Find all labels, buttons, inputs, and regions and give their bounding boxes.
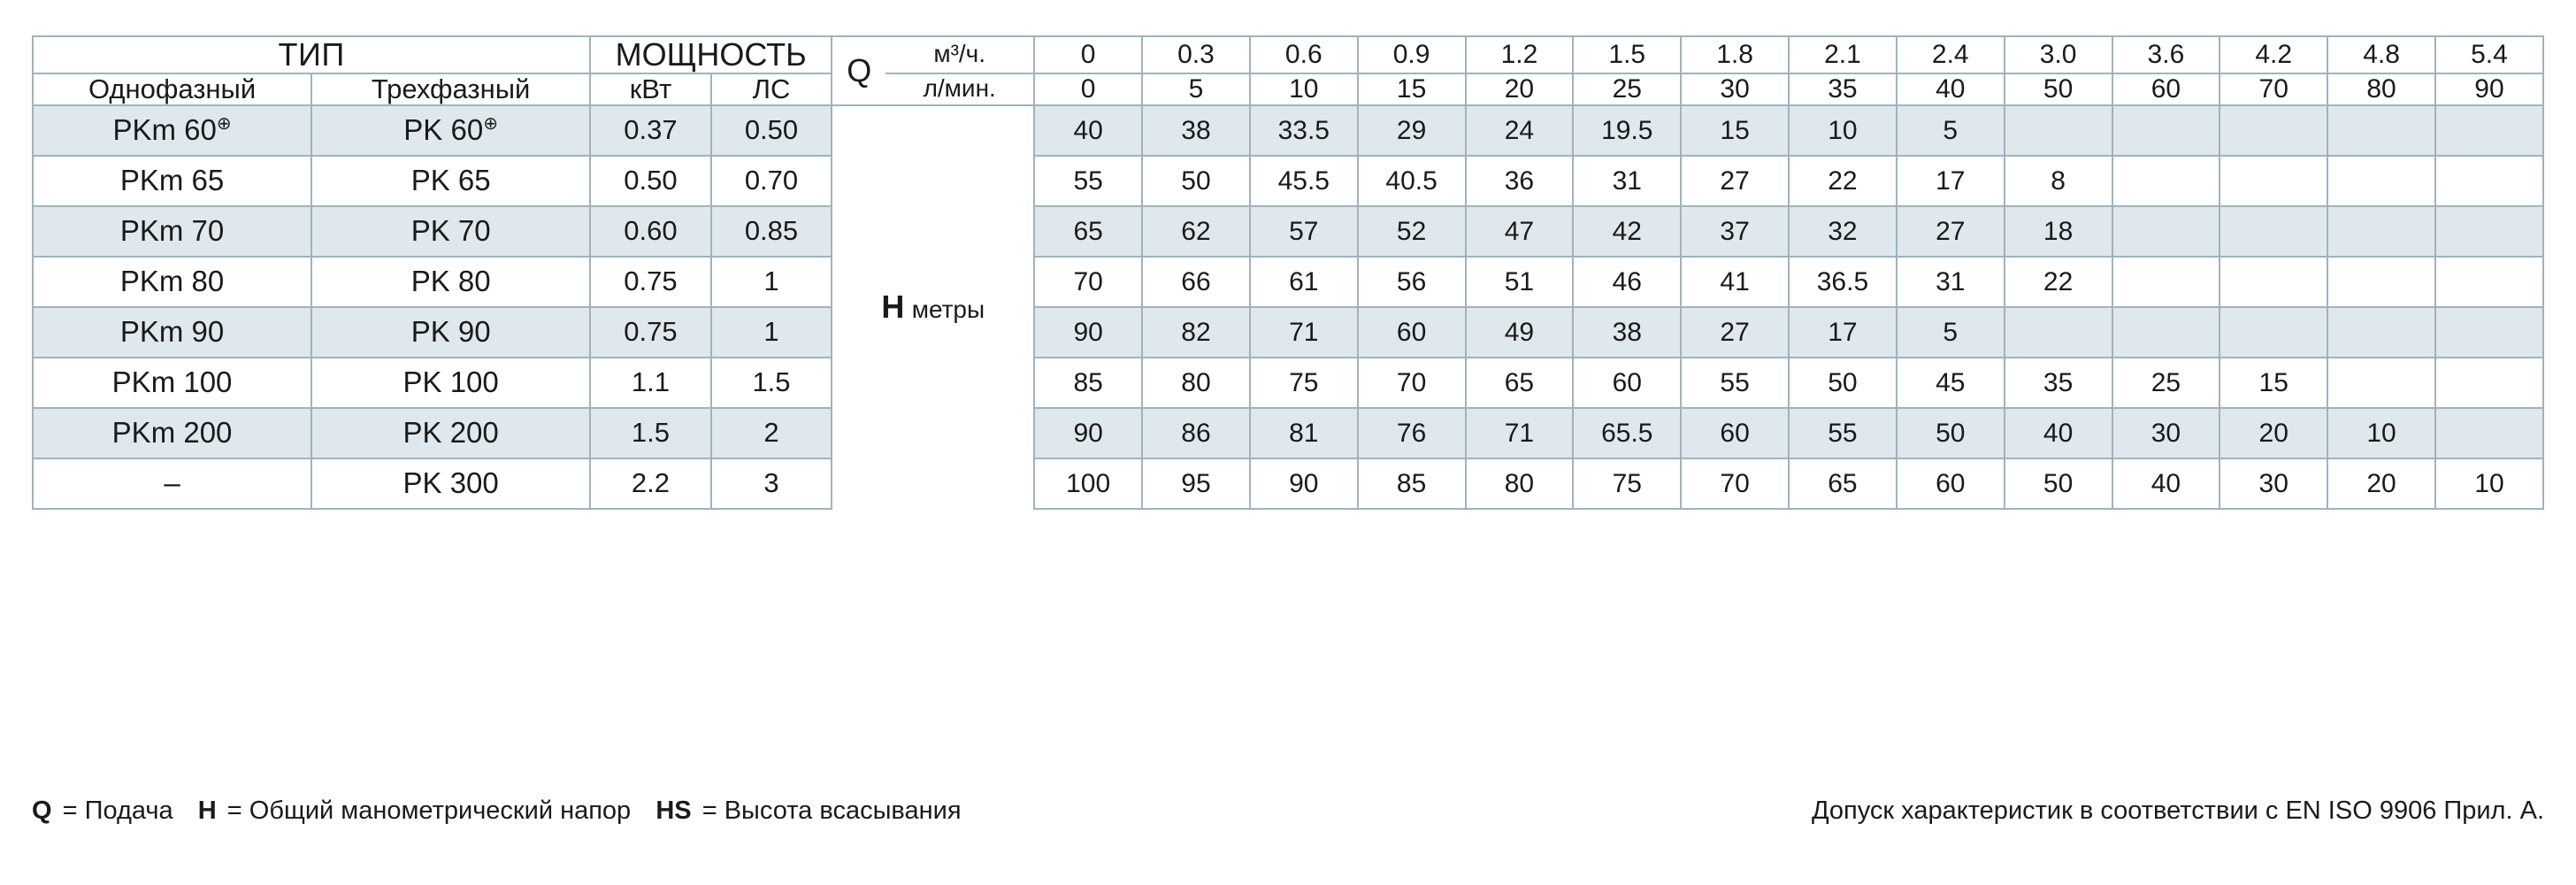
footnote-star-icon: ⊕ (216, 114, 232, 135)
legend-hs-key: HS (656, 796, 692, 825)
head-2-3: 52 (1358, 206, 1466, 257)
head-3-10 (2112, 257, 2220, 307)
head-6-8: 50 (1897, 408, 2005, 458)
model-single-0: PKm 60⊕ (33, 105, 311, 156)
head-7-3: 85 (1358, 458, 1466, 509)
head-4-10 (2112, 307, 2220, 358)
head-2-12 (2327, 206, 2435, 257)
head-6-6: 60 (1681, 408, 1789, 458)
model-single-6: PKm 200 (33, 408, 311, 458)
flow-lmin-5: 25 (1573, 73, 1681, 105)
model-single-1: PKm 65 (33, 156, 311, 206)
pump-performance-table (32, 35, 2544, 510)
head-3-3: 56 (1358, 257, 1466, 307)
flow-m3h-9: 3.0 (2005, 36, 2112, 73)
legend-h-text: = Общий манометрический напор (226, 796, 632, 825)
head-4-8: 5 (1897, 307, 2005, 358)
head-7-7: 65 (1789, 458, 1897, 509)
power-hp-7: 3 (711, 458, 832, 509)
head-4-0: 90 (1034, 307, 1142, 358)
head-5-1: 80 (1142, 358, 1250, 408)
head-2-10 (2112, 206, 2220, 257)
head-0-10 (2112, 105, 2220, 156)
table-row (33, 257, 2543, 307)
head-3-5: 46 (1573, 257, 1681, 307)
head-4-6: 27 (1681, 307, 1789, 358)
legend (32, 796, 965, 826)
header-q-label: Q (832, 36, 886, 105)
table-row (33, 105, 2543, 156)
head-6-13 (2435, 408, 2543, 458)
power-hp-4: 1 (711, 307, 832, 358)
head-5-10: 25 (2112, 358, 2220, 408)
flow-m3h-3: 0.9 (1358, 36, 1466, 73)
header-type-title: ТИП (33, 36, 590, 73)
head-5-13 (2435, 358, 2543, 408)
head-5-7: 50 (1789, 358, 1897, 408)
model-three-2: PK 70 (311, 206, 590, 257)
header-row-bottom (33, 73, 2543, 105)
head-6-4: 71 (1466, 408, 1574, 458)
flow-m3h-11: 4.2 (2220, 36, 2327, 73)
head-4-7: 17 (1789, 307, 1897, 358)
head-4-4: 49 (1466, 307, 1574, 358)
head-6-12: 10 (2327, 408, 2435, 458)
head-5-2: 75 (1250, 358, 1358, 408)
head-3-6: 41 (1681, 257, 1789, 307)
head-0-9 (2005, 105, 2112, 156)
flow-m3h-7: 2.1 (1789, 36, 1897, 73)
flow-lmin-9: 50 (2005, 73, 2112, 105)
head-1-11 (2220, 156, 2327, 206)
head-3-8: 31 (1897, 257, 2005, 307)
power-hp-5: 1.5 (711, 358, 832, 408)
model-single-2: PKm 70 (33, 206, 311, 257)
header-row-top (33, 36, 2543, 73)
standards-note: Допуск характеристик в соответствии с EN ISO 9906 Прил. A. (1811, 796, 2544, 825)
head-7-9: 50 (2005, 458, 2112, 509)
h-label-cell: H метры (832, 105, 1034, 509)
head-7-1: 95 (1142, 458, 1250, 509)
head-3-7: 36.5 (1789, 257, 1897, 307)
head-0-2: 33.5 (1250, 105, 1358, 156)
flow-lmin-2: 10 (1250, 73, 1358, 105)
flow-m3h-6: 1.8 (1681, 36, 1789, 73)
head-1-12 (2327, 156, 2435, 206)
head-1-3: 40.5 (1358, 156, 1466, 206)
head-7-5: 75 (1573, 458, 1681, 509)
flow-lmin-12: 80 (2327, 73, 2435, 105)
head-3-0: 70 (1034, 257, 1142, 307)
model-three-1: PK 65 (311, 156, 590, 206)
head-4-3: 60 (1358, 307, 1466, 358)
power-hp-0: 0.50 (711, 105, 832, 156)
head-6-5: 65.5 (1573, 408, 1681, 458)
header-unit-m3h: м³/ч. (886, 36, 1034, 73)
head-6-1: 86 (1142, 408, 1250, 458)
flow-lmin-10: 60 (2112, 73, 2220, 105)
head-5-6: 55 (1681, 358, 1789, 408)
head-2-8: 27 (1897, 206, 2005, 257)
flow-lmin-8: 40 (1897, 73, 2005, 105)
head-0-1: 38 (1142, 105, 1250, 156)
head-7-8: 60 (1897, 458, 2005, 509)
flow-lmin-6: 30 (1681, 73, 1789, 105)
table-row (33, 307, 2543, 358)
table-body (33, 105, 2543, 509)
head-2-2: 57 (1250, 206, 1358, 257)
flow-lmin-11: 70 (2220, 73, 2327, 105)
model-three-3: PK 80 (311, 257, 590, 307)
head-0-0: 40 (1034, 105, 1142, 156)
head-6-3: 76 (1358, 408, 1466, 458)
head-1-13 (2435, 156, 2543, 206)
power-hp-1: 0.70 (711, 156, 832, 206)
table-row (33, 156, 2543, 206)
model-three-6: PK 200 (311, 408, 590, 458)
head-4-1: 82 (1142, 307, 1250, 358)
head-2-6: 37 (1681, 206, 1789, 257)
head-1-1: 50 (1142, 156, 1250, 206)
head-7-4: 80 (1466, 458, 1574, 509)
flow-m3h-0: 0 (1034, 36, 1142, 73)
model-single-4: PKm 90 (33, 307, 311, 358)
power-kw-3: 0.75 (590, 257, 711, 307)
head-1-7: 22 (1789, 156, 1897, 206)
table-row (33, 206, 2543, 257)
head-0-13 (2435, 105, 2543, 156)
head-5-3: 70 (1358, 358, 1466, 408)
power-kw-2: 0.60 (590, 206, 711, 257)
head-7-12: 20 (2327, 458, 2435, 509)
power-kw-4: 0.75 (590, 307, 711, 358)
head-0-6: 15 (1681, 105, 1789, 156)
head-1-8: 17 (1897, 156, 2005, 206)
head-7-13: 10 (2435, 458, 2543, 509)
head-1-10 (2112, 156, 2220, 206)
head-7-6: 70 (1681, 458, 1789, 509)
head-3-13 (2435, 257, 2543, 307)
flow-m3h-12: 4.8 (2327, 36, 2435, 73)
table-footer (32, 796, 2544, 826)
head-4-9 (2005, 307, 2112, 358)
model-three-7: PK 300 (311, 458, 590, 509)
head-0-5: 19.5 (1573, 105, 1681, 156)
legend-q-text: = Подача (62, 796, 173, 825)
head-4-12 (2327, 307, 2435, 358)
head-7-2: 90 (1250, 458, 1358, 509)
table-header (33, 36, 2543, 105)
head-0-11 (2220, 105, 2327, 156)
head-5-9: 35 (2005, 358, 2112, 408)
head-2-1: 62 (1142, 206, 1250, 257)
head-4-13 (2435, 307, 2543, 358)
flow-m3h-1: 0.3 (1142, 36, 1250, 73)
head-2-9: 18 (2005, 206, 2112, 257)
head-2-5: 42 (1573, 206, 1681, 257)
head-7-0: 100 (1034, 458, 1142, 509)
head-5-0: 85 (1034, 358, 1142, 408)
head-6-10: 30 (2112, 408, 2220, 458)
power-hp-6: 2 (711, 408, 832, 458)
table-row (33, 358, 2543, 408)
head-0-12 (2327, 105, 2435, 156)
head-4-11 (2220, 307, 2327, 358)
head-2-11 (2220, 206, 2327, 257)
flow-m3h-4: 1.2 (1466, 36, 1574, 73)
head-7-11: 30 (2220, 458, 2327, 509)
flow-m3h-10: 3.6 (2112, 36, 2220, 73)
head-4-5: 38 (1573, 307, 1681, 358)
head-1-2: 45.5 (1250, 156, 1358, 206)
head-2-13 (2435, 206, 2543, 257)
header-unit-lmin: л/мин. (886, 73, 1034, 105)
head-6-9: 40 (2005, 408, 2112, 458)
model-three-5: PK 100 (311, 358, 590, 408)
head-0-3: 29 (1358, 105, 1466, 156)
head-5-12 (2327, 358, 2435, 408)
header-type-three: Трехфазный (311, 73, 590, 105)
head-6-7: 55 (1789, 408, 1897, 458)
flow-lmin-13: 90 (2435, 73, 2543, 105)
flow-lmin-1: 5 (1142, 73, 1250, 105)
head-3-2: 61 (1250, 257, 1358, 307)
head-4-2: 71 (1250, 307, 1358, 358)
legend-h-key: H (197, 796, 217, 825)
power-hp-3: 1 (711, 257, 832, 307)
model-three-4: PK 90 (311, 307, 590, 358)
legend-q-key: Q (32, 796, 52, 825)
legend-hs-text: = Высота всасывания (702, 796, 962, 825)
head-5-11: 15 (2220, 358, 2327, 408)
head-5-8: 45 (1897, 358, 2005, 408)
head-3-1: 66 (1142, 257, 1250, 307)
head-6-11: 20 (2220, 408, 2327, 458)
footnote-star-icon: ⊕ (483, 114, 498, 135)
power-kw-6: 1.5 (590, 408, 711, 458)
model-three-0: PK 60⊕ (311, 105, 590, 156)
flow-m3h-5: 1.5 (1573, 36, 1681, 73)
head-6-0: 90 (1034, 408, 1142, 458)
head-5-4: 65 (1466, 358, 1574, 408)
head-1-9: 8 (2005, 156, 2112, 206)
flow-lmin-4: 20 (1466, 73, 1574, 105)
table-row (33, 458, 2543, 509)
head-3-12 (2327, 257, 2435, 307)
model-single-3: PKm 80 (33, 257, 311, 307)
head-1-4: 36 (1466, 156, 1574, 206)
flow-lmin-7: 35 (1789, 73, 1897, 105)
model-single-7: – (33, 458, 311, 509)
flow-m3h-13: 5.4 (2435, 36, 2543, 73)
head-2-7: 32 (1789, 206, 1897, 257)
flow-m3h-2: 0.6 (1250, 36, 1358, 73)
head-3-11 (2220, 257, 2327, 307)
head-3-9: 22 (2005, 257, 2112, 307)
head-1-6: 27 (1681, 156, 1789, 206)
head-0-7: 10 (1789, 105, 1897, 156)
table-row (33, 408, 2543, 458)
header-power-kw: кВт (590, 73, 711, 105)
power-kw-5: 1.1 (590, 358, 711, 408)
head-6-2: 81 (1250, 408, 1358, 458)
head-3-4: 51 (1466, 257, 1574, 307)
power-kw-0: 0.37 (590, 105, 711, 156)
head-1-0: 55 (1034, 156, 1142, 206)
power-hp-2: 0.85 (711, 206, 832, 257)
flow-m3h-8: 2.4 (1897, 36, 2005, 73)
power-kw-1: 0.50 (590, 156, 711, 206)
head-2-4: 47 (1466, 206, 1574, 257)
head-0-4: 24 (1466, 105, 1574, 156)
head-5-5: 60 (1573, 358, 1681, 408)
head-2-0: 65 (1034, 206, 1142, 257)
head-0-8: 5 (1897, 105, 2005, 156)
flow-lmin-3: 15 (1358, 73, 1466, 105)
flow-lmin-0: 0 (1034, 73, 1142, 105)
head-7-10: 40 (2112, 458, 2220, 509)
head-1-5: 31 (1573, 156, 1681, 206)
power-kw-7: 2.2 (590, 458, 711, 509)
header-power-hp: ЛС (711, 73, 832, 105)
header-type-single: Однофазный (33, 73, 311, 105)
model-single-5: PKm 100 (33, 358, 311, 408)
header-power-title: МОЩНОСТЬ (590, 36, 832, 73)
